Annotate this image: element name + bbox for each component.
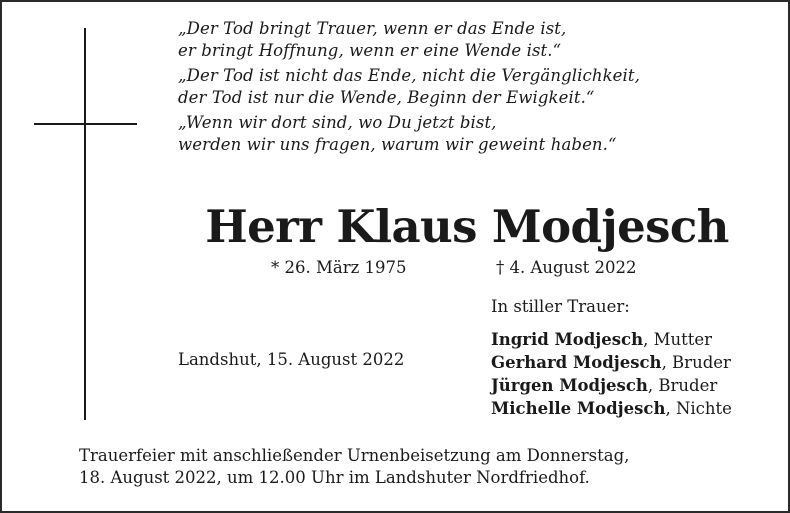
- mourner-name: Michelle Modjesch: [491, 399, 666, 418]
- quote-line: er bringt Hoffnung, wenn er eine Wende ist.“: [178, 41, 562, 60]
- mourner-entry: [491, 351, 732, 374]
- mourner-name: Ingrid Modjesch: [491, 330, 644, 349]
- mourner-relation: , Nichte: [665, 399, 732, 418]
- quote-1: [178, 18, 758, 62]
- quote-line: „Der Tod bringt Trauer, wenn er das Ende ist,: [178, 19, 567, 38]
- death-date: † 4. August 2022: [496, 258, 637, 277]
- quote-line: werden wir uns fragen, warum wir geweint haben.“: [178, 135, 617, 154]
- quotes-block: [178, 18, 758, 156]
- mourner-entry: [491, 397, 732, 420]
- place-date: Landshut, 15. August 2022: [178, 350, 405, 369]
- mourners-intro: In stiller Trauer:: [491, 297, 630, 316]
- funeral-line: Trauerfeier mit anschließender Urnenbeisetzung am Donnerstag,: [79, 446, 630, 465]
- cross-horizontal-bar: [34, 123, 137, 125]
- mourner-name: Jürgen Modjesch: [491, 376, 648, 395]
- funeral-info: [79, 445, 779, 489]
- mourner-entry: [491, 374, 732, 397]
- mourners-list: [491, 328, 732, 420]
- deceased-name: Herr Klaus Modjesch: [205, 200, 729, 253]
- mourner-relation: , Mutter: [643, 330, 713, 349]
- quote-line: „Der Tod ist nicht das Ende, nicht die Vergänglichkeit,: [178, 66, 640, 85]
- mourner-relation: , Bruder: [661, 353, 731, 372]
- birth-date: * 26. März 1975: [271, 258, 407, 277]
- quote-line: „Wenn wir dort sind, wo Du jetzt bist,: [178, 113, 497, 132]
- funeral-line: 18. August 2022, um 12.00 Uhr im Landshuter Nordfriedhof.: [79, 468, 590, 487]
- mourner-entry: [491, 328, 732, 351]
- mourner-relation: , Bruder: [647, 376, 718, 395]
- mourner-name: Gerhard Modjesch: [491, 353, 662, 372]
- quote-3: [178, 112, 758, 156]
- quote-line: der Tod ist nur die Wende, Beginn der Ewigkeit.“: [178, 88, 595, 107]
- quote-2: [178, 65, 758, 109]
